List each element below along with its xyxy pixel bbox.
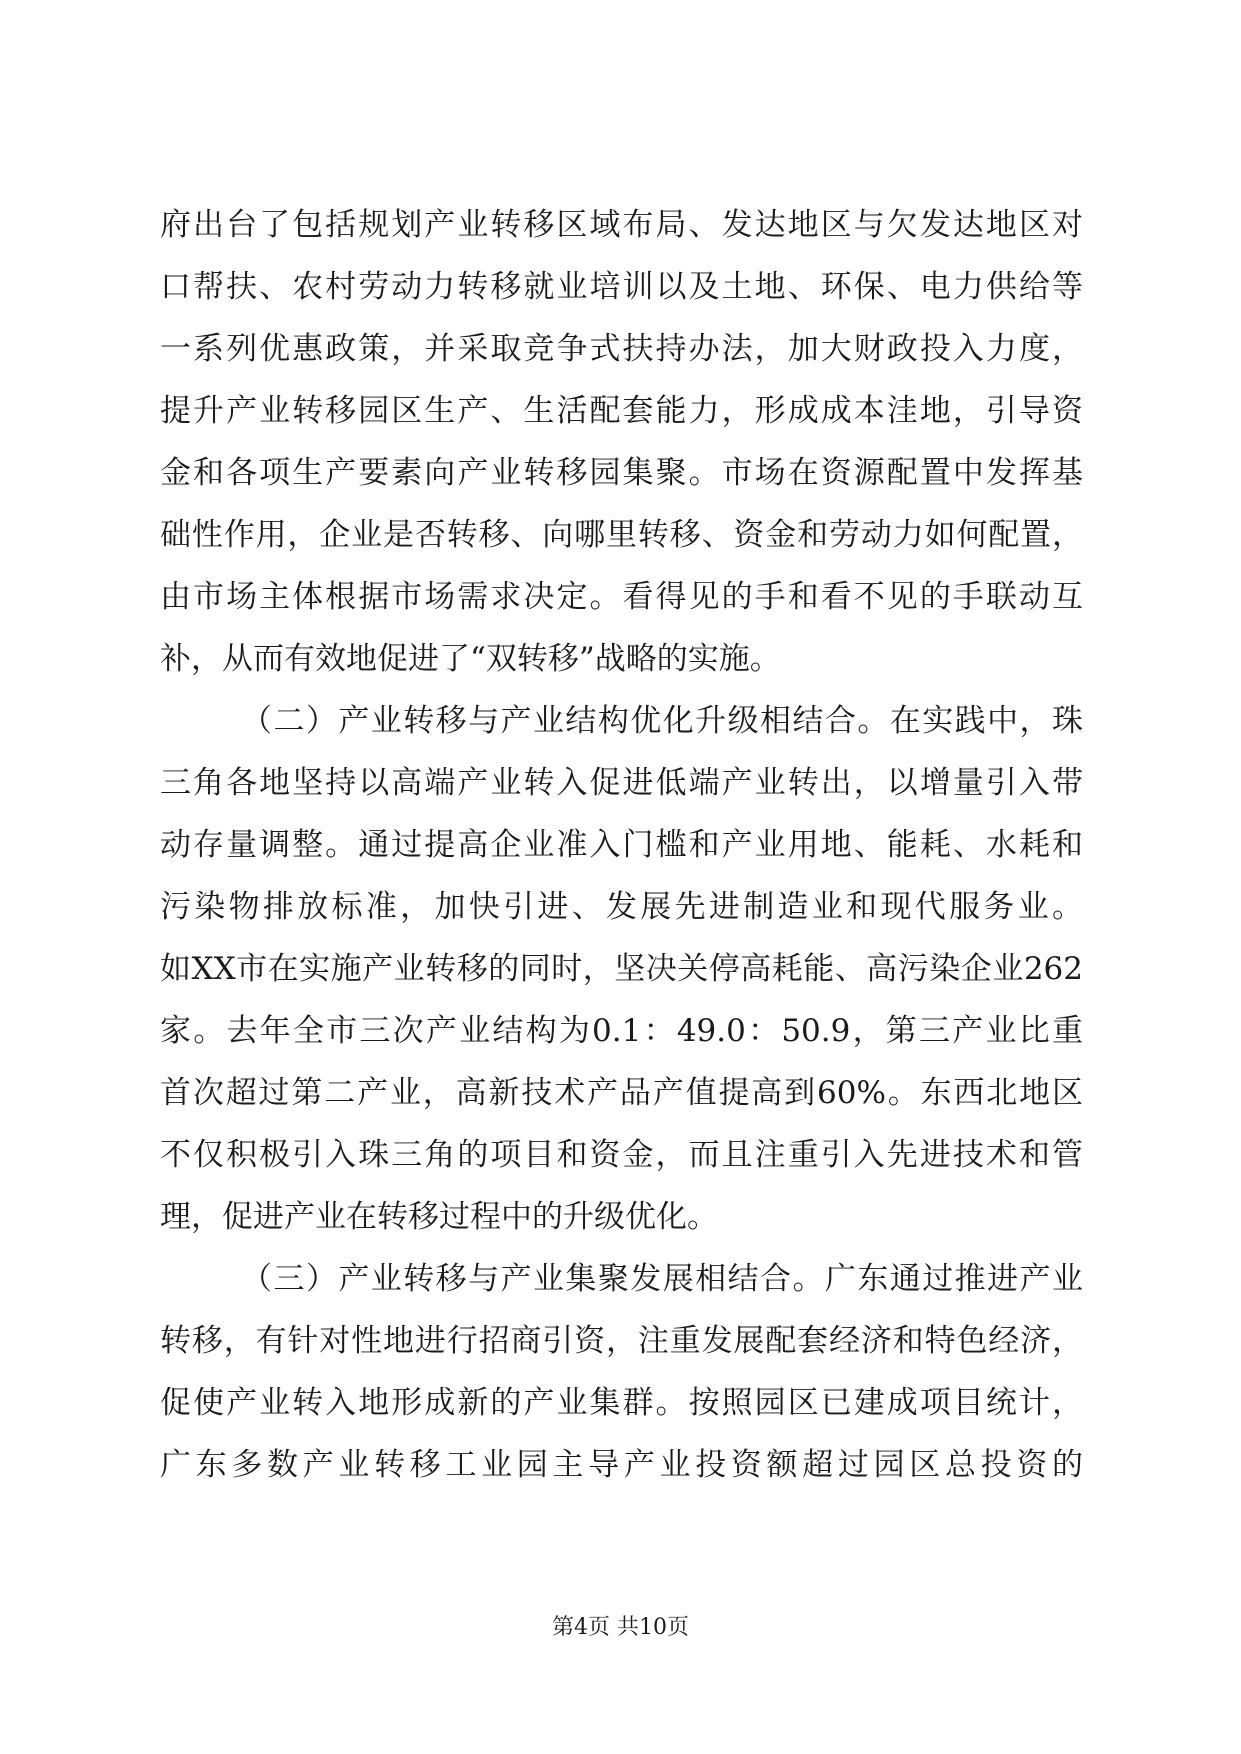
section-heading-line: （二）产业转移与产业结构优化升级相结合。在实践中，珠 bbox=[241, 703, 1083, 739]
text-line: 由市场主体根据市场需求决定。看得见的手和看不见的手联动互 bbox=[160, 579, 1083, 615]
text-line: 转移，有针对性地进行招商引资，注重发展配套经济和特色经济， bbox=[160, 1323, 1083, 1359]
text-line: 础性作用，企业是否转移、向哪里转移、资金和劳动力如何配置， bbox=[160, 517, 1083, 553]
text-line: 补，从而有效地促进了“双转移”战略的实施。 bbox=[160, 641, 781, 677]
text-line: 不仅积极引入珠三角的项目和资金，而且注重引入先进技术和管 bbox=[160, 1137, 1083, 1173]
text-line: 三角各地坚持以高端产业转入促进低端产业转出，以增量引入带 bbox=[160, 765, 1083, 801]
text-line: 广东多数产业转移工业园主导产业投资额超过园区总投资的 bbox=[160, 1447, 1083, 1483]
text-line: 一系列优惠政策，并采取竞争式扶持办法，加大财政投入力度， bbox=[160, 331, 1083, 367]
text-line: 府出台了包括规划产业转移区域布局、发达地区与欠发达地区对 bbox=[160, 207, 1083, 243]
text-line: 理，促进产业在转移过程中的升级优化。 bbox=[160, 1199, 718, 1235]
text-line: 家。去年全市三次产业结构为0.1：49.0：50.9，第三产业比重 bbox=[160, 1013, 1083, 1049]
page-number-footer: 第4页 共10页 bbox=[552, 1615, 689, 1640]
text-line: 首次超过第二产业，高新技术产品产值提高到60%。东西北地区 bbox=[160, 1075, 1083, 1111]
text-line: 动存量调整。通过提高企业准入门槛和产业用地、能耗、水耗和 bbox=[160, 827, 1083, 863]
text-line: 口帮扶、农村劳动力转移就业培训以及土地、环保、电力供给等 bbox=[160, 269, 1083, 305]
text-line: 促使产业转入地形成新的产业集群。按照园区已建成项目统计， bbox=[160, 1385, 1083, 1421]
text-line: 提升产业转移园区生产、生活配套能力，形成成本洼地，引导资 bbox=[160, 393, 1083, 429]
text-line: 如XX市在实施产业转移的同时，坚决关停高耗能、高污染企业262 bbox=[160, 951, 1083, 987]
text-line: 污染物排放标准，加快引进、发展先进制造业和现代服务业。 bbox=[160, 889, 1083, 925]
section-heading-line: （三）产业转移与产业集聚发展相结合。广东通过推进产业 bbox=[241, 1261, 1083, 1297]
text-line: 金和各项生产要素向产业转移园集聚。市场在资源配置中发挥基 bbox=[160, 455, 1083, 491]
